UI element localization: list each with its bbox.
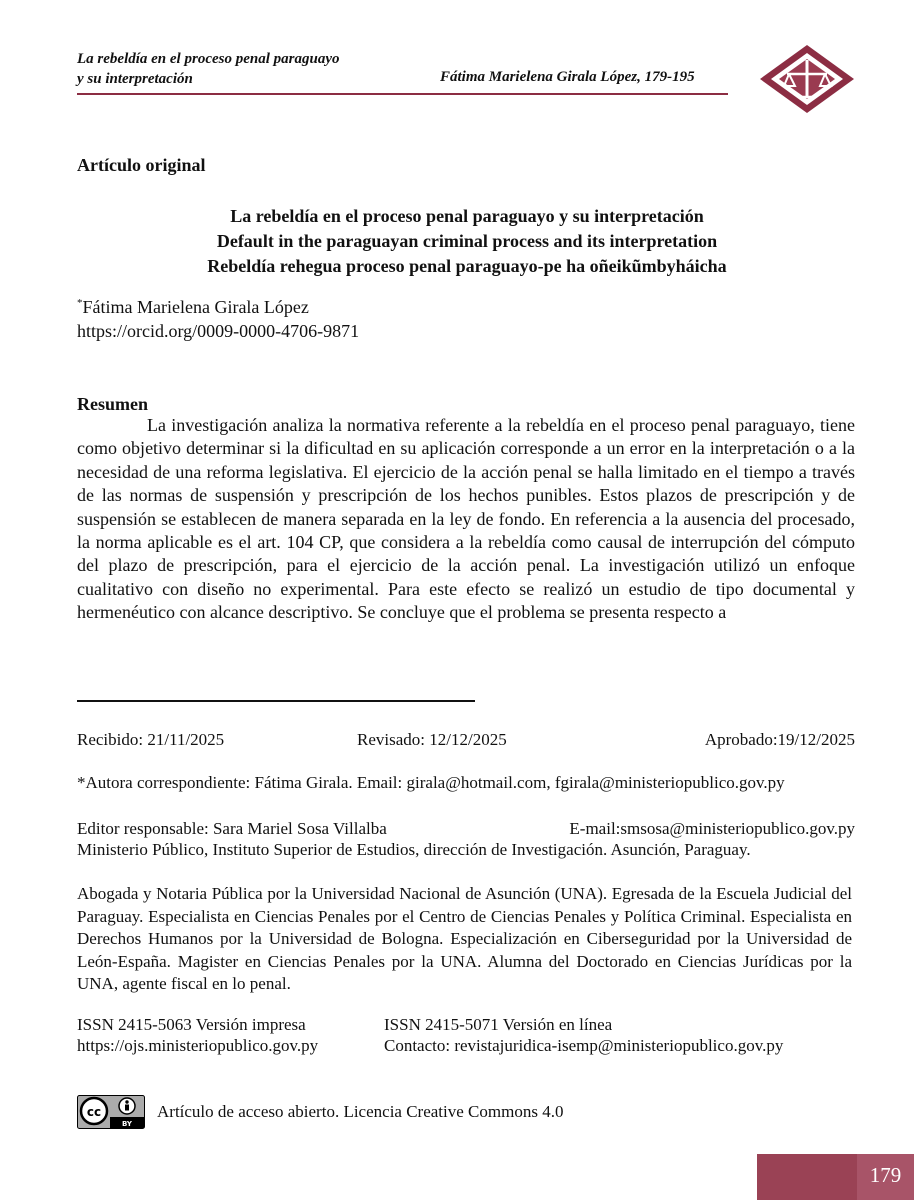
- abstract-heading: Resumen: [77, 394, 148, 414]
- license-text: Artículo de acceso abierto. Licencia Creative Commons 4.0: [157, 1102, 564, 1121]
- title-guarani: Rebeldía rehegua proceso penal paraguayo-pe ha oñeikũmbyháicha: [207, 256, 727, 276]
- editor-institution: Ministerio Público, Instituto Superior de Estudios, dirección de Investigación. Asunción, Paraguay.: [77, 840, 751, 859]
- article-titles: [77, 204, 857, 279]
- corresponding-author: *Autora correspondiente: Fátima Girala. Email: girala@hotmail.com, fgirala@ministeriopublico.gov.py: [77, 773, 785, 792]
- issn-online: ISSN 2415-5071 Versión en línea: [384, 1015, 613, 1034]
- issn-print: ISSN 2415-5063 Versión impresa: [77, 1015, 306, 1034]
- author-marker: *: [77, 297, 83, 309]
- running-title-line2: y su interpretación: [77, 71, 193, 87]
- running-title-line1: La rebeldía en el proceso penal paraguayo: [77, 51, 340, 67]
- header-rule: [77, 93, 728, 95]
- contact-email[interactable]: Contacto: revistajuridica-isemp@ministeriopublico.gov.py: [384, 1036, 784, 1055]
- author-bio: Abogada y Notaria Pública por la Universidad Nacional de Asunción (UNA). Egresada de la Escuela Judicial del Paraguay. Especialista en Ciencias Penales por el Centro de Ciencias Penales y Política Criminal. Especialista en Derechos Humanos por la Universidad de Bologna. Especialización en Ciberseguridad por la Universidad de León-España. Magister en Ciencias Penales por la UNA. Alumna del Doctorado en Ciencias Jurídicas por la UNA, agente fiscal en lo penal.: [77, 884, 852, 993]
- footnote-rule: [77, 700, 475, 702]
- article-type: Artículo original: [77, 155, 206, 175]
- issn-block: [77, 1014, 855, 1056]
- orcid-link[interactable]: https://orcid.org/0009-0000-4706-9871: [77, 321, 360, 341]
- cc-by-label: BY: [121, 1120, 133, 1128]
- page-number: 179: [869, 1163, 902, 1187]
- journal-url[interactable]: https://ojs.ministeriopublico.gov.py: [77, 1036, 319, 1055]
- editor-block: [77, 818, 855, 860]
- revised-date: Revisado: 12/12/2025: [357, 730, 507, 749]
- author-line: [77, 297, 309, 318]
- cc-by-license-icon[interactable]: [77, 1095, 145, 1129]
- running-title: [77, 49, 339, 89]
- title-spanish: La rebeldía en el proceso penal paraguayo y su interpretación: [230, 206, 704, 226]
- author-name: Fátima Marielena Girala López: [82, 297, 309, 317]
- running-author-pages: Fátima Marielena Girala López, 179-195: [440, 69, 695, 85]
- approved-date: Aprobado:19/12/2025: [704, 730, 855, 749]
- title-english: Default in the paraguayan criminal process and its interpretation: [216, 231, 718, 251]
- editor-name: Editor responsable: Sara Mariel Sosa Villalba: [77, 819, 387, 838]
- svg-text:cc: cc: [86, 1105, 102, 1119]
- abstract-text: La investigación analiza la normativa referente a la rebeldía en el proceso penal paraguayo, tiene como objetivo determinar si la dificultad en su aplicación corresponde a un error en la interpretación o a la necesidad de una reforma legislativa. El ejercicio de la acción penal se halla limitado en el tiempo a través de las normas de suspensión y prescripción de los hechos punibles. Estos plazos de prescripción y de suspensión se establecen de manera separada en la ley de fondo. En referencia a la ausencia del procesado, la norma aplicable es el art. 104 CP, que considera a la rebeldía como causal de interrupción del cómputo del plazo de prescripción, para el ejercicio de la acción penal. La investigación utilizó un enfoque cualitativo con diseño no experimental. Para este efecto se realizó un estudio de tipo documental y hermenéutico con alcance descriptivo. Se concluye que el problema se presenta respecto a: [77, 415, 855, 623]
- issn-online-column: [384, 1014, 783, 1056]
- scales-of-justice-icon: [758, 44, 856, 114]
- received-date: Recibido: 21/11/2025: [77, 730, 225, 749]
- editor-email[interactable]: E-mail:smsosa@ministeriopublico.gov.py: [569, 819, 855, 838]
